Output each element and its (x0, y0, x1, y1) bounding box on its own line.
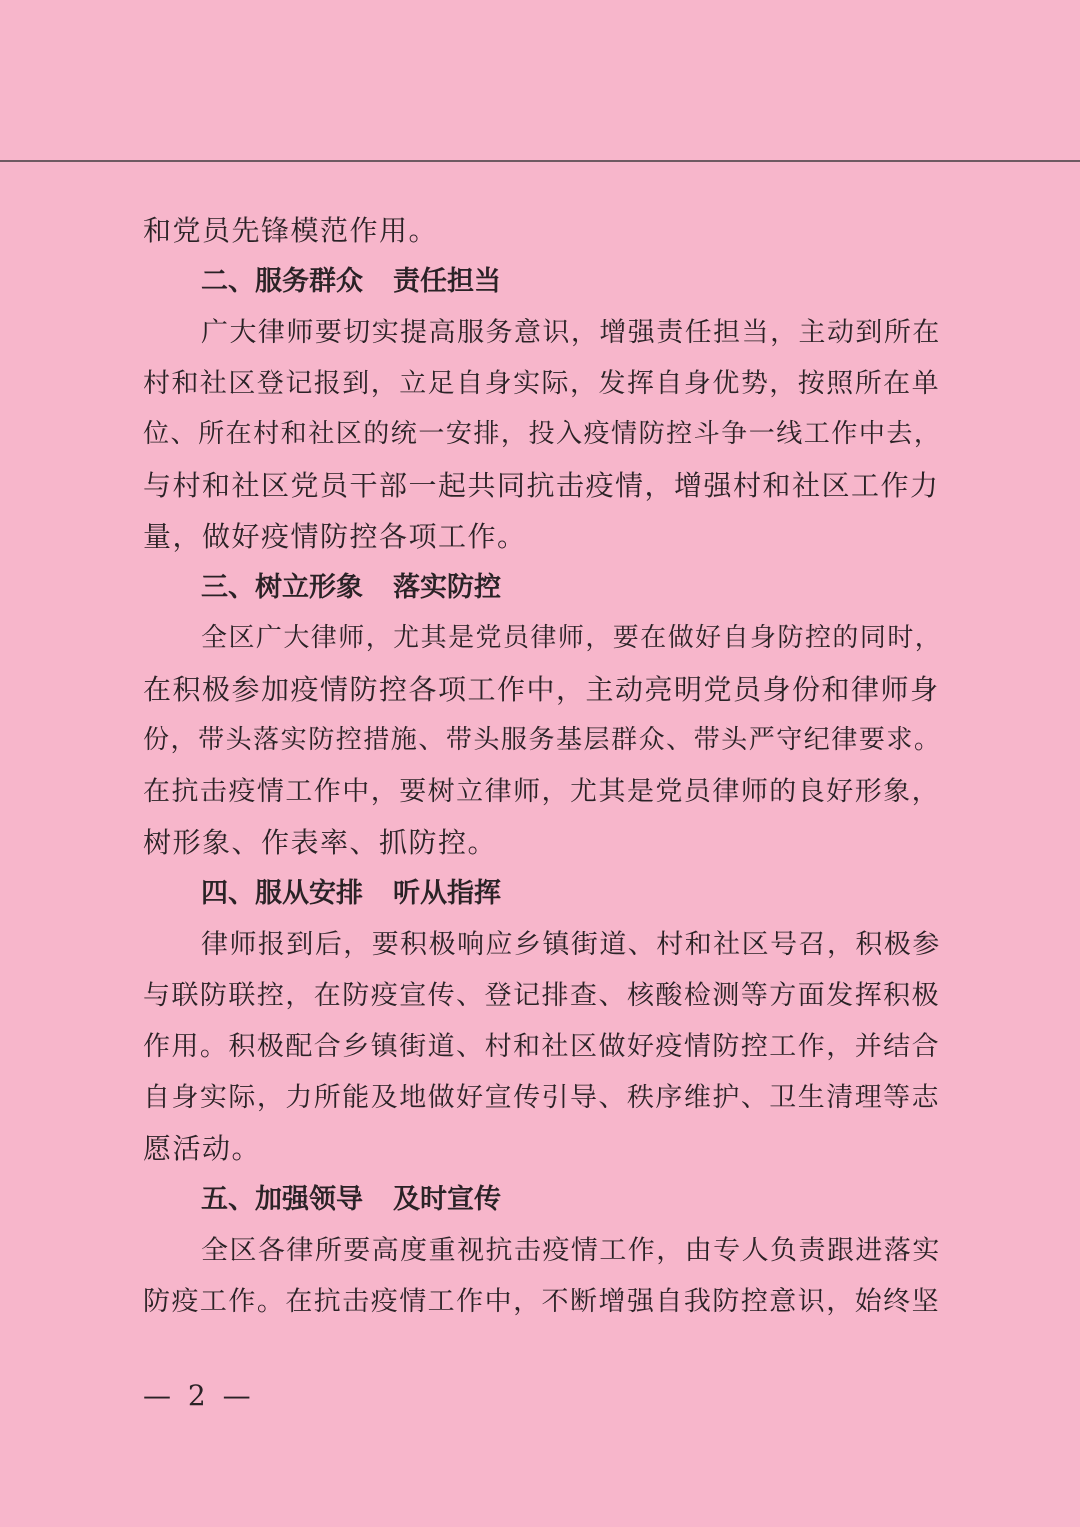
body-text-line: 与村和社区党员干部一起共同抗击疫情，增强村和社区工作力 (143, 469, 940, 502)
section-heading (143, 256, 951, 307)
body-text-line: 位、所在村和社区的统一安排，投入疫情防控斗争一线工作中去， (143, 419, 942, 449)
body-text-line: 村和社区登记报到，立足自身实际，发挥自身优势，按照所在单 (143, 368, 941, 399)
section-heading-subtitle: 听从指挥 (393, 878, 501, 909)
section-heading-subtitle: 责任担当 (393, 266, 501, 297)
document-body (143, 205, 951, 1327)
body-text-line: 广大律师要切实提高服务意识，增强责任担当，主动到所在 (201, 317, 941, 348)
body-text-line: 在抗击疫情工作中，要树立律师，尤其是党员律师的良好形象， (143, 776, 941, 807)
body-text-line: 防疫工作。在抗击疫情工作中，不断增强自我防控意识，始终坚 (143, 1286, 941, 1317)
section-heading-subtitle: 及时宣传 (393, 1184, 501, 1215)
section-heading-title: 四、服从安排 (201, 878, 363, 909)
body-text-line: 和党员先锋模范作用。 (143, 214, 439, 247)
body-text-line: 树形象、作表率、抓防控。 (143, 826, 498, 859)
section-heading (143, 562, 951, 613)
section-heading (143, 1174, 951, 1225)
body-text-line: 律师报到后，要积极响应乡镇街道、村和社区号召，积极参 (201, 929, 941, 960)
body-text-line: 量，做好疫情防控各项工作。 (143, 520, 527, 553)
body-text-line: 在积极参加疫情防控各项工作中，主动亮明党员身份和律师身 (143, 673, 940, 706)
section-heading-title: 五、加强领导 (201, 1184, 363, 1215)
header-rule (0, 160, 1080, 162)
body-text-line: 全区各律所要高度重视抗击疫情工作，由专人负责跟进落实 (201, 1235, 941, 1266)
body-text-line: 自身实际，力所能及地做好宣传引导、秩序维护、卫生清理等志 (143, 1082, 941, 1113)
body-text-line: 作用。积极配合乡镇街道、村和社区做好疫情防控工作，并结合 (143, 1031, 941, 1062)
body-text-line: 全区广大律师，尤其是党员律师，要在做好自身防控的同时， (201, 623, 943, 653)
section-heading (143, 868, 951, 919)
section-heading-title: 三、树立形象 (201, 572, 363, 603)
section-heading-title: 二、服务群众 (201, 266, 363, 297)
body-text-line: 与联防联控，在防疫宣传、登记排查、核酸检测等方面发挥积极 (143, 980, 941, 1011)
body-text-line: 愿活动。 (143, 1132, 262, 1165)
page-number: — 2 — (143, 1379, 255, 1412)
body-text-line: 份，带头落实防控措施、带头服务基层群众、带头严守纪律要求。 (143, 725, 942, 755)
section-heading-subtitle: 落实防控 (393, 572, 501, 603)
